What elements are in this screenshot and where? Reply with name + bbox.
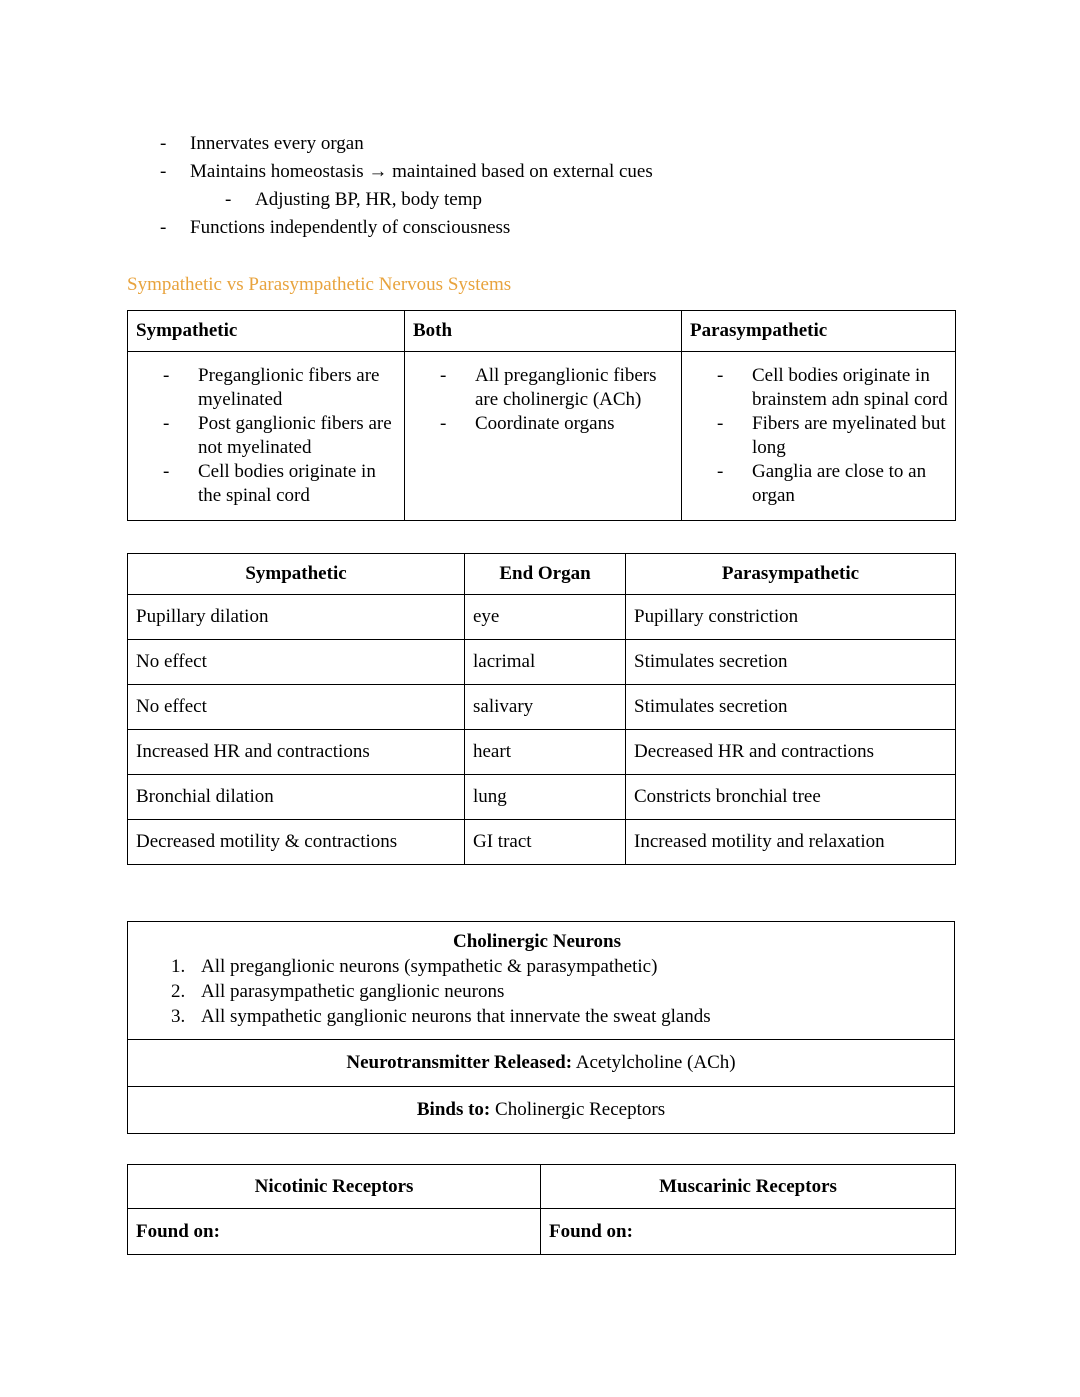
numbered-item [128,954,946,979]
table-cell: Pupillary dilation [128,595,465,640]
bullet-marker: - [225,189,232,210]
table-title: Cholinergic Neurons [452,931,621,952]
table-cell: GI tract [465,820,626,865]
item-number: 2. [171,981,186,1002]
found-on-cell: Found on: [128,1209,541,1255]
item-text: All parasympathetic ganglionic neurons [201,981,505,1002]
table-cell: Constricts bronchial tree [626,775,956,820]
bullet-text: Fibers are myelinated but long [752,413,946,458]
bullet-item [128,460,400,508]
bullet-text: Cell bodies originate in brainstem adn spinal cord [752,365,948,410]
end-organ-effects-table [127,553,956,865]
table-header-cell: Nicotinic Receptors [128,1165,541,1209]
bullet-text: Maintains homeostasis → maintained based on external cues [190,161,653,182]
table-row [128,685,956,730]
cholinergic-neurons-cell [128,922,955,1040]
table-row [128,1040,955,1087]
document-page [127,130,955,1255]
binds-to-cell [128,1087,955,1134]
bullet-marker: - [160,161,167,182]
bullet-marker: - [717,461,724,482]
table-cell: Pupillary constriction [626,595,956,640]
bullet-item [405,412,677,436]
bullet-text: All preganglionic fibers are cholinergic (ACh) [475,365,657,410]
table-row [128,640,956,685]
bullet-item [682,460,951,508]
bullet-text: Post ganglionic fibers are not myelinated [198,413,392,458]
table-cell: No effect [128,640,465,685]
table-cell: eye [465,595,626,640]
table-cell: Increased motility and relaxation [626,820,956,865]
table-row [128,922,955,1040]
field-value: Cholinergic Receptors [495,1099,666,1120]
bullet-text: Cell bodies originate in the spinal cord [198,461,376,506]
neurotransmitter-cell [128,1040,955,1087]
field-value: Acetylcholine (ACh) [575,1052,736,1073]
table-cell: salivary [465,685,626,730]
bullet-marker: - [163,461,170,482]
bullet-marker: - [163,413,170,434]
item-text: All preganglionic neurons (sympathetic & parasympathetic) [201,956,658,977]
bullet-text: Ganglia are close to an organ [752,461,927,506]
table-cell-sympathetic [128,352,405,521]
bullet-item [682,364,951,412]
bullet-marker: - [160,133,167,154]
table-row [128,730,956,775]
item-number: 3. [171,1006,186,1027]
table-header-row [128,1165,956,1209]
bullet-marker: - [440,413,447,434]
found-on-cell: Found on: [541,1209,956,1255]
table-body-row [128,352,956,521]
field-label: Binds to: [416,1099,491,1120]
sympathetic-vs-parasympathetic-table [127,310,956,521]
bullet-item [682,412,951,460]
intro-bullet-list [127,130,955,242]
table-header-row [128,311,956,352]
table-header-cell: End Organ [465,554,626,595]
bullet-item [128,364,400,412]
table-cell: Decreased HR and contractions [626,730,956,775]
table-cell: Stimulates secretion [626,685,956,730]
bullet-item [128,412,400,460]
cholinergic-neurons-table [127,921,955,1134]
bullet-item [127,158,955,186]
bullet-text: Adjusting BP, HR, body temp [255,189,482,210]
bullet-marker: - [440,365,447,386]
table-cell: lacrimal [465,640,626,685]
table-header-cell: Both [405,311,682,352]
table-cell: No effect [128,685,465,730]
field-label: Neurotransmitter Released: [346,1052,573,1073]
bullet-item [405,364,677,412]
table-row [128,595,956,640]
numbered-item [128,1004,946,1029]
section-heading: Sympathetic vs Parasympathetic Nervous Systems [127,274,512,295]
table-row [128,820,956,865]
bullet-marker: - [163,365,170,386]
numbered-item [128,979,946,1004]
table-row [128,1087,955,1134]
table-cell: Stimulates secretion [626,640,956,685]
table-cell: Increased HR and contractions [128,730,465,775]
table-header-row [128,554,956,595]
table-row [128,1209,956,1255]
receptors-table [127,1164,956,1255]
bullet-text: Coordinate organs [475,413,615,434]
table-cell: lung [465,775,626,820]
table-cell-parasympathetic [682,352,956,521]
table-cell-both [405,352,682,521]
table-header-cell: Sympathetic [128,311,405,352]
table-header-cell: Parasympathetic [626,554,956,595]
table-cell: Bronchial dilation [128,775,465,820]
table-header-cell: Sympathetic [128,554,465,595]
bullet-text: Innervates every organ [190,133,364,154]
item-text: All sympathetic ganglionic neurons that innervate the sweat glands [201,1006,711,1027]
bullet-marker: - [160,217,167,238]
bullet-marker: - [717,413,724,434]
bullet-text: Preganglionic fibers are myelinated [198,365,380,410]
item-number: 1. [171,956,186,977]
table-row [128,775,956,820]
bullet-marker: - [717,365,724,386]
bullet-item [127,130,955,158]
table-cell: Decreased motility & contractions [128,820,465,865]
table-cell: heart [465,730,626,775]
table-header-cell: Parasympathetic [682,311,956,352]
bullet-item-sub [127,186,955,214]
table-header-cell: Muscarinic Receptors [541,1165,956,1209]
bullet-text: Functions independently of consciousness [190,217,511,238]
bullet-item [127,214,955,242]
